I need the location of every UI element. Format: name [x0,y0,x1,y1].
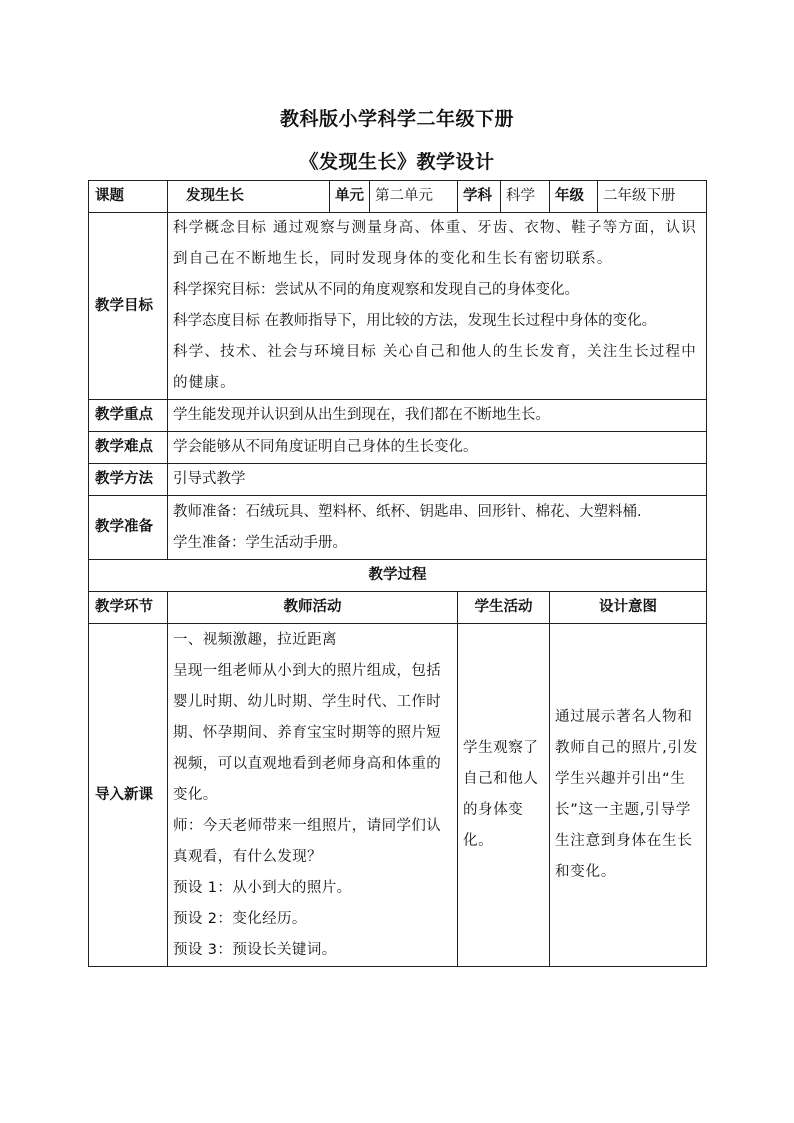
teacher-activity-line: 呈现一组老师从小到大的照片组成，包括婴儿时期、幼儿时期、学生时代、工作时期、怀孕期间、养育宝宝时期等的照片短视频，可以直观地看到老师身高和体重的变化。 [173,662,442,803]
topic-label: 课题 [89,181,168,213]
unit-label: 单元 [330,181,370,213]
goal-concept: 科学概念目标 通过观察与测量身高、体重、牙齿、衣物、鞋子等方面，认识到自己在不断地生长，同时发现身体的变化和生长有密切联系。 [173,220,697,267]
prep-student: 学生准备：学生活动手册。 [173,534,347,551]
process-header-row [89,592,707,624]
process-heading: 教学过程 [89,560,707,592]
col-teacher-header: 教师活动 [168,592,458,624]
key-point-value: 学生能发现并认识到从出生到现在，我们都在不断地生长。 [168,400,707,432]
info-row [89,181,707,213]
student-activity-cell: 学生观察了自己和他人的身体变化。 [458,624,550,967]
difficulty-row [89,432,707,464]
teacher-activity-line: 预设 3：预设长关键词。 [173,941,337,958]
goals-row [89,213,707,400]
stage-cell: 导入新课 [89,624,168,967]
method-value: 引导式教学 [168,464,707,496]
teacher-activity-line: 一、视频激趣，拉近距离 [173,631,337,648]
process-row [89,624,707,967]
document-title: 教科版小学科学二年级下册 [279,108,514,130]
prep-teacher: 教师准备：石绒玩具、塑料杯、纸杯、钥匙串、回形针、棉花、大塑料桶. [173,503,642,520]
prep-row [89,496,707,560]
goals-label: 教学目标 [89,213,168,400]
difficulty-value: 学会能够从不同角度证明自己身体的生长变化。 [168,432,707,464]
col-student-header: 学生活动 [458,592,550,624]
teacher-activity-line: 预设 2：变化经历。 [173,910,307,927]
teacher-activity-line: 预设 1：从小到大的照片。 [173,879,352,896]
col-intent-header: 设计意图 [550,592,707,624]
difficulty-label: 教学难点 [89,432,168,464]
subject-value: 科学 [501,181,550,213]
goal-inquiry: 科学探究目标：尝试从不同的角度观察和发现自己的身体变化。 [173,282,579,298]
unit-value: 第二单元 [370,181,458,213]
goals-content [168,213,707,400]
process-heading-row [89,560,707,592]
topic-value: 发现生长 [168,181,330,213]
grade-label: 年级 [550,181,598,213]
prep-content [168,496,707,560]
goal-sts: 科学、技术、社会与环境目标 关心自己和他人的生长发育，关注生长过程中的健康。 [173,344,697,391]
design-intent-cell: 通过展示著名人物和教师自己的照片,引发学生兴趣并引出“生长”这一主题,引导学生注意到身体在生长和变化。 [550,624,707,967]
key-point-label: 教学重点 [89,400,168,432]
key-point-row [89,400,707,432]
col-stage-header: 教学环节 [89,592,168,624]
method-label: 教学方法 [89,464,168,496]
document-subtitle: 《发现生长》教学设计 [299,151,495,173]
teacher-activity-cell [168,624,458,967]
prep-label: 教学准备 [89,496,168,560]
method-row [89,464,707,496]
grade-value: 二年级下册 [598,181,707,213]
lesson-plan-table [88,180,707,967]
teacher-activity-line: 师：今天老师带来一组照片，请同学们认真观看，有什么发现？ [173,817,442,865]
subject-label: 学科 [458,181,501,213]
goal-attitude: 科学态度目标 在教师指导下，用比较的方法，发现生长过程中身体的变化。 [173,313,657,329]
